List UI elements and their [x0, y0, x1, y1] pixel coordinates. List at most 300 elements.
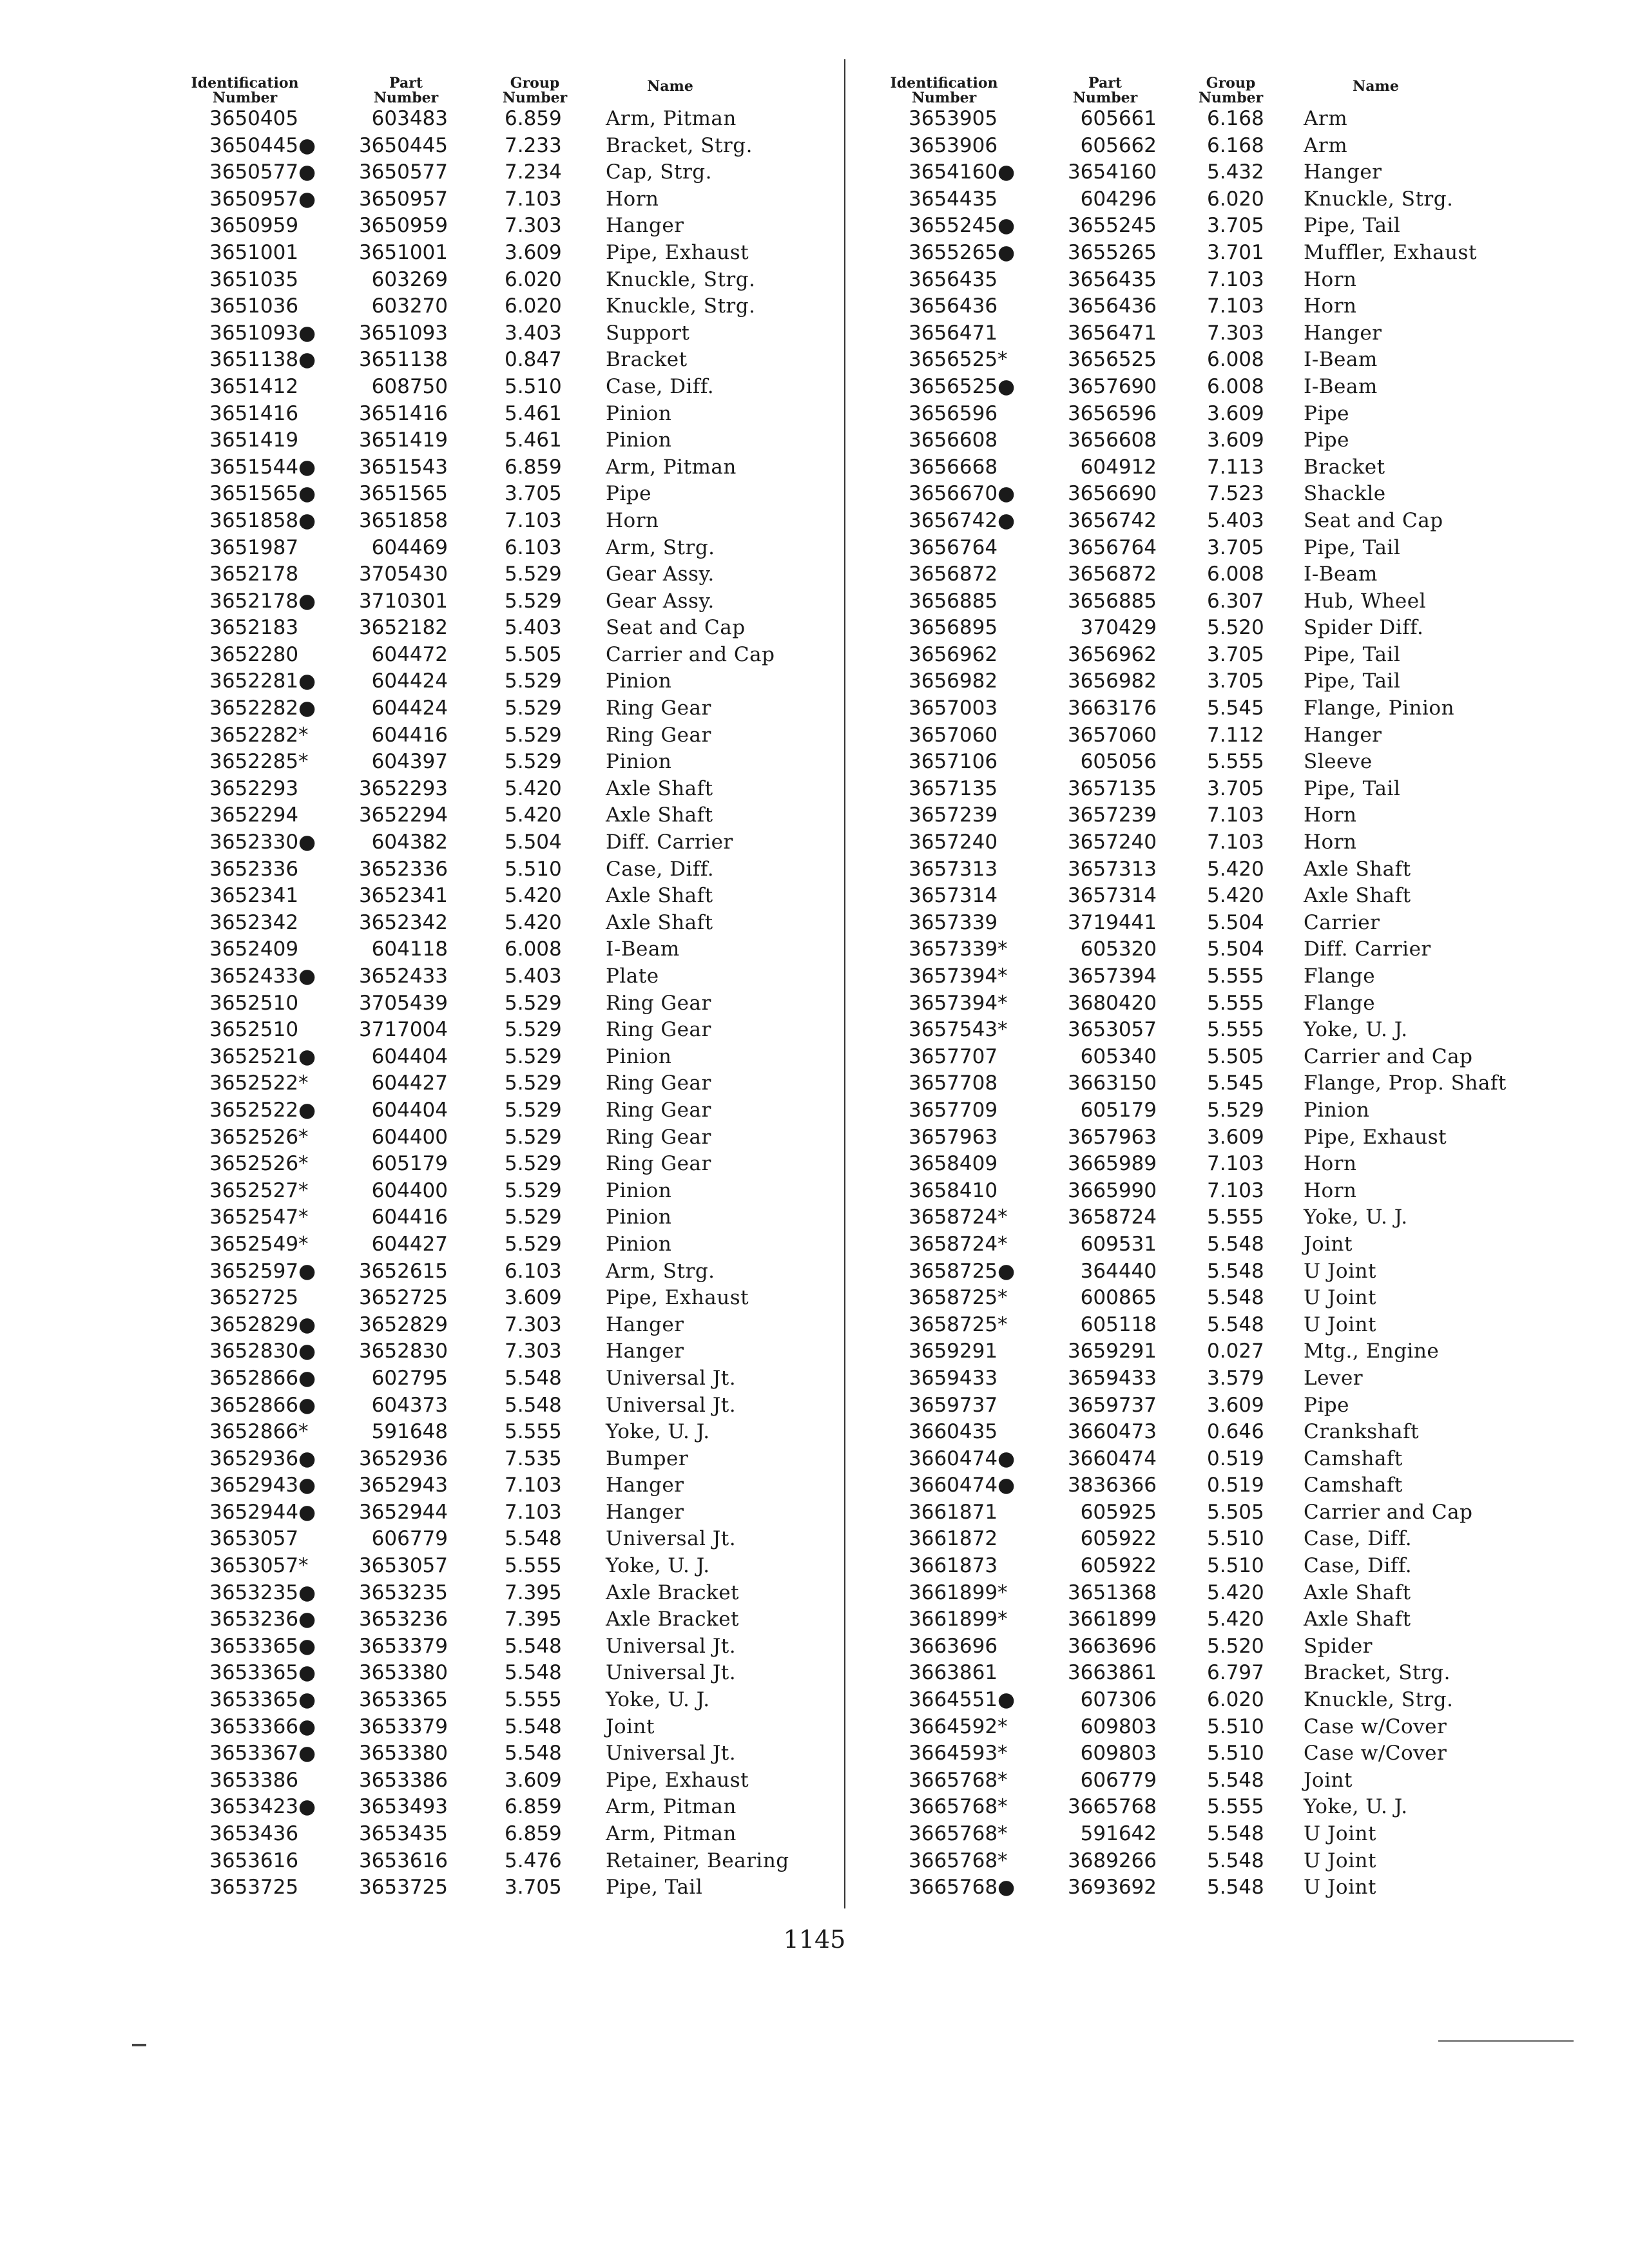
group-number: 3.705	[1207, 669, 1264, 693]
identification-number: 3654435	[909, 187, 998, 211]
identification-number: 3656608	[909, 428, 998, 452]
part-name: Joint	[1304, 1768, 1353, 1792]
part-name: Horn	[606, 508, 659, 532]
part-name: Arm, Pitman	[606, 455, 737, 479]
identification-number: 3652866*	[209, 1420, 309, 1444]
identification-number: 3650957●	[209, 187, 316, 211]
identification-number: 3652282*	[209, 723, 309, 747]
group-number: 5.529	[505, 589, 562, 613]
table-row	[873, 1285, 1595, 1312]
group-number: 6.020	[1207, 1688, 1264, 1712]
part-name: U Joint	[1304, 1286, 1376, 1310]
group-number: 5.548	[1207, 1822, 1264, 1845]
identification-number: 3652527*	[209, 1178, 309, 1202]
table-row	[174, 1338, 812, 1365]
group-number: 5.529	[505, 1018, 562, 1042]
identification-number: 3657240	[909, 831, 998, 854]
group-number: 5.420	[505, 910, 562, 934]
table-row	[873, 1231, 1595, 1258]
group-number: 5.555	[505, 1420, 562, 1444]
part-name: Knuckle, Strg.	[606, 294, 756, 318]
identification-number: 3652341	[209, 884, 299, 908]
group-number: 5.555	[1207, 1795, 1264, 1819]
table-row	[873, 1044, 1595, 1071]
table-row	[174, 1017, 812, 1044]
identification-number: 3652866●	[209, 1393, 316, 1417]
identification-number: 3651858●	[209, 508, 316, 532]
part-number: 605056	[1080, 750, 1157, 774]
table-row	[174, 1606, 812, 1633]
part-number: 3656962	[1067, 642, 1157, 666]
part-name: Axle Shaft	[606, 884, 713, 908]
part-number: 603483	[371, 107, 448, 130]
part-name: Pinion	[606, 401, 672, 425]
identification-number: 3657963	[909, 1125, 998, 1149]
identification-number: 3653366●	[209, 1715, 316, 1738]
part-number: 605662	[1080, 133, 1157, 157]
identification-number: 3650577●	[209, 160, 316, 184]
group-number: 3.609	[1207, 428, 1264, 452]
group-number: 6.859	[505, 455, 562, 479]
part-number: 3655265	[1067, 240, 1157, 264]
table-row	[174, 1499, 812, 1526]
group-number: 5.520	[1207, 616, 1264, 640]
part-name: Ring Gear	[606, 1152, 711, 1176]
part-number: 604404	[371, 1044, 448, 1068]
table-row	[174, 1178, 812, 1205]
group-number: 5.529	[505, 1125, 562, 1149]
table-row	[174, 642, 812, 669]
table-row	[174, 883, 812, 910]
part-name: Flange, Pinion	[1304, 697, 1455, 720]
table-row	[873, 615, 1595, 642]
group-number: 7.303	[505, 1340, 562, 1363]
table-row	[174, 1687, 812, 1714]
identification-number: 3661871	[909, 1500, 998, 1524]
part-number: 3653380	[358, 1661, 448, 1685]
table-row	[174, 1472, 812, 1499]
part-number: 604427	[371, 1072, 448, 1095]
part-name: Pipe	[1304, 1393, 1349, 1417]
group-number: 5.504	[505, 831, 562, 854]
group-number: 5.548	[1207, 1876, 1264, 1899]
part-name: Pinion	[606, 1178, 672, 1202]
part-number: 3656982	[1067, 669, 1157, 693]
table-row	[873, 802, 1595, 829]
identification-number: 3652510	[209, 991, 299, 1015]
part-number: 3652336	[358, 857, 448, 881]
group-number: 6.020	[505, 267, 562, 291]
group-number: 5.555	[1207, 1018, 1264, 1042]
group-number: 5.420	[505, 776, 562, 800]
part-number: 3653057	[1067, 1018, 1157, 1042]
header-identification-number: Identification Number	[191, 75, 299, 106]
group-number: 5.529	[1207, 1098, 1264, 1122]
part-name: Pinion	[606, 750, 672, 774]
group-number: 3.609	[1207, 1125, 1264, 1149]
group-number: 5.548	[1207, 1232, 1264, 1256]
part-name: I-Beam	[1304, 562, 1378, 586]
part-name: Flange, Prop. Shaft	[1304, 1072, 1507, 1095]
part-number: 3656885	[1067, 589, 1157, 613]
group-number: 7.103	[1207, 803, 1264, 827]
part-name: Arm, Strg.	[606, 535, 715, 559]
group-number: 5.548	[505, 1661, 562, 1685]
part-name: Arm, Pitman	[606, 107, 737, 130]
table-row	[174, 1714, 812, 1741]
group-number: 5.403	[505, 965, 562, 988]
identification-number: 3665768●	[909, 1876, 1016, 1899]
part-number: 604427	[371, 1232, 448, 1256]
part-name: Pipe	[1304, 428, 1349, 452]
table-row	[873, 213, 1595, 240]
part-name: Horn	[1304, 1152, 1357, 1176]
group-number: 5.420	[1207, 1581, 1264, 1604]
part-number: 3652294	[358, 803, 448, 827]
table-row	[873, 1874, 1595, 1901]
identification-number: 3650445●	[209, 133, 316, 157]
table-row	[174, 1633, 812, 1660]
part-number: 605922	[1080, 1527, 1157, 1551]
group-number: 5.510	[1207, 1527, 1264, 1551]
group-number: 7.234	[505, 160, 562, 184]
group-number: 5.420	[505, 884, 562, 908]
part-number: 604400	[371, 1125, 448, 1149]
group-number: 5.504	[1207, 937, 1264, 961]
part-number: 3693692	[1067, 1876, 1157, 1899]
group-number: 7.103	[505, 1500, 562, 1524]
part-number: 3657314	[1067, 884, 1157, 908]
identification-number: 3656742●	[909, 508, 1016, 532]
group-number: 5.548	[1207, 1259, 1264, 1283]
table-row	[174, 802, 812, 829]
table-row	[873, 1633, 1595, 1660]
identification-number: 3653367●	[209, 1742, 316, 1765]
table-row	[873, 668, 1595, 695]
identification-number: 3653436	[209, 1822, 299, 1845]
identification-number: 3650405	[209, 107, 299, 130]
part-number: 3657135	[1067, 776, 1157, 800]
part-name: Spider	[1304, 1634, 1373, 1658]
identification-number: 3665768*	[909, 1822, 1008, 1845]
identification-number: 3660474●	[909, 1446, 1016, 1470]
group-number: 6.008	[1207, 374, 1264, 398]
part-number: 3660473	[1067, 1420, 1157, 1444]
part-number: 3651565	[358, 482, 448, 506]
part-number: 3653616	[358, 1849, 448, 1872]
table-row	[174, 159, 812, 186]
group-number: 7.113	[1207, 455, 1264, 479]
part-number: 3656764	[1067, 535, 1157, 559]
part-name: Hanger	[606, 1340, 684, 1363]
column-divider	[844, 59, 845, 1908]
part-number: 3657394	[1067, 965, 1157, 988]
table-row	[873, 1767, 1595, 1794]
part-number: 3652341	[358, 884, 448, 908]
group-number: 3.705	[1207, 776, 1264, 800]
part-number: 3651138	[358, 348, 448, 372]
part-number: 604397	[371, 750, 448, 774]
identification-number: 3665768*	[909, 1768, 1008, 1792]
group-number: 7.523	[1207, 482, 1264, 506]
identification-number: 3657543*	[909, 1018, 1008, 1042]
group-number: 5.555	[1207, 965, 1264, 988]
identification-number: 3664593*	[909, 1742, 1008, 1765]
part-name: Pinion	[1304, 1098, 1370, 1122]
group-number: 5.420	[1207, 1608, 1264, 1631]
part-number: 3651858	[358, 508, 448, 532]
identification-number: 3651035	[209, 267, 299, 291]
part-name: Carrier and Cap	[1304, 1500, 1473, 1524]
part-name: Yoke, U. J.	[606, 1688, 710, 1712]
part-name: Case w/Cover	[1304, 1742, 1447, 1765]
table-row	[873, 1204, 1595, 1231]
table-row	[873, 1097, 1595, 1124]
table-row	[174, 1526, 812, 1553]
group-number: 5.555	[505, 1688, 562, 1712]
part-name: Axle Shaft	[1304, 884, 1411, 908]
part-number: 3656436	[1067, 294, 1157, 318]
table-row	[174, 1392, 812, 1419]
identification-number: 3659291	[909, 1340, 998, 1363]
part-number: 3657963	[1067, 1125, 1157, 1149]
scan-mark	[132, 2044, 146, 2046]
part-name: Ring Gear	[606, 1098, 711, 1122]
identification-number: 3657339*	[909, 937, 1008, 961]
part-number: 3652725	[358, 1286, 448, 1310]
part-number: 604118	[371, 937, 448, 961]
part-name: Knuckle, Strg.	[606, 267, 756, 291]
part-number: 3651368	[1067, 1581, 1157, 1604]
part-name: Pipe, Tail	[1304, 669, 1401, 693]
part-number: 3657239	[1067, 803, 1157, 827]
identification-number: 3656982	[909, 669, 998, 693]
part-name: Bracket	[606, 348, 688, 372]
part-number: 3653379	[358, 1634, 448, 1658]
table-row	[873, 963, 1595, 990]
table-row	[873, 1338, 1595, 1365]
group-number: 3.609	[1207, 401, 1264, 425]
identification-number: 3657394*	[909, 991, 1008, 1015]
identification-number: 3651416	[209, 401, 299, 425]
header-name: Name	[1353, 78, 1399, 95]
part-number: 3653235	[358, 1581, 448, 1604]
group-number: 7.395	[505, 1608, 562, 1631]
group-number: 5.529	[505, 1232, 562, 1256]
part-name: Case, Diff.	[606, 857, 715, 881]
group-number: 5.548	[1207, 1286, 1264, 1310]
part-number: 3651543	[358, 455, 448, 479]
part-number: 3653725	[358, 1876, 448, 1899]
identification-number: 3656764	[909, 535, 998, 559]
part-number: 605179	[1080, 1098, 1157, 1122]
part-number: 3663861	[1067, 1661, 1157, 1685]
part-number: 3651419	[358, 428, 448, 452]
group-number: 7.103	[1207, 831, 1264, 854]
group-number: 6.008	[1207, 348, 1264, 372]
table-row	[174, 561, 812, 588]
part-number: 604373	[371, 1393, 448, 1417]
group-number: 6.859	[505, 1795, 562, 1819]
identification-number: 3656525*	[909, 348, 1008, 372]
part-number: 3653380	[358, 1742, 448, 1765]
part-name: Pinion	[606, 669, 672, 693]
identification-number: 3652526*	[209, 1125, 309, 1149]
identification-number: 3653057	[209, 1527, 299, 1551]
table-row	[174, 186, 812, 213]
group-number: 6.103	[505, 1259, 562, 1283]
identification-number: 3652285*	[209, 750, 309, 774]
group-number: 5.548	[505, 1742, 562, 1765]
table-row	[873, 1848, 1595, 1875]
identification-number: 3652829●	[209, 1312, 316, 1336]
table-row	[174, 508, 812, 535]
group-number: 5.529	[505, 1044, 562, 1068]
table-row	[174, 936, 812, 963]
identification-number: 3653386	[209, 1768, 299, 1792]
group-number: 7.112	[1207, 723, 1264, 747]
part-number: 3657060	[1067, 723, 1157, 747]
identification-number: 3657339	[909, 910, 998, 934]
part-name: Universal Jt.	[606, 1661, 737, 1685]
identification-number: 3660474●	[909, 1474, 1016, 1497]
part-number: 3650957	[358, 187, 448, 211]
group-number: 5.461	[505, 401, 562, 425]
part-number: 3655245	[1067, 214, 1157, 238]
identification-number: 3659433	[909, 1366, 998, 1390]
part-name: Flange	[1304, 965, 1376, 988]
table-row	[873, 347, 1595, 374]
identification-number: 3652549*	[209, 1232, 309, 1256]
identification-number: 3651138●	[209, 348, 316, 372]
part-name: Ring Gear	[606, 1072, 711, 1095]
group-number: 5.555	[1207, 750, 1264, 774]
table-row	[174, 1767, 812, 1794]
identification-number: 3652547*	[209, 1206, 309, 1229]
group-number: 6.859	[505, 1822, 562, 1845]
table-row	[873, 186, 1595, 213]
group-number: 7.103	[505, 187, 562, 211]
table-row	[174, 401, 812, 428]
identification-number: 3652597●	[209, 1259, 316, 1283]
right-table-header	[873, 53, 1595, 106]
part-number: 3717004	[358, 1018, 448, 1042]
part-number: 3656690	[1067, 482, 1157, 506]
table-row	[873, 1740, 1595, 1767]
group-number: 5.529	[505, 723, 562, 747]
part-number: 3651001	[358, 240, 448, 264]
part-number: 3710301	[358, 589, 448, 613]
group-number: 5.403	[1207, 508, 1264, 532]
part-number: 605118	[1080, 1312, 1157, 1336]
table-row	[873, 856, 1595, 883]
group-number: 7.303	[1207, 321, 1264, 345]
header-group-number: Group Number	[1198, 75, 1264, 106]
part-number: 3836366	[1067, 1474, 1157, 1497]
group-number: 3.579	[1207, 1366, 1264, 1390]
group-number: 5.548	[505, 1634, 562, 1658]
table-row	[174, 910, 812, 937]
group-number: 7.103	[505, 508, 562, 532]
identification-number: 3658724*	[909, 1232, 1008, 1256]
part-name: Axle Bracket	[606, 1608, 740, 1631]
part-number: 3651093	[358, 321, 448, 345]
part-name: Knuckle, Strg.	[1304, 1688, 1454, 1712]
identification-number: 3652522*	[209, 1072, 309, 1095]
part-number: 3663176	[1067, 697, 1157, 720]
table-row	[174, 1446, 812, 1473]
identification-number: 3657709	[909, 1098, 998, 1122]
part-name: Bracket, Strg.	[1304, 1661, 1451, 1685]
part-name: Pipe, Tail	[1304, 535, 1401, 559]
table-row	[174, 1204, 812, 1231]
table-row	[873, 1017, 1595, 1044]
group-number: 6.859	[505, 107, 562, 130]
part-number: 608750	[371, 374, 448, 398]
left-column	[174, 53, 812, 1901]
part-name: Arm	[1304, 133, 1348, 157]
part-number: 606779	[371, 1527, 448, 1551]
table-row	[174, 749, 812, 776]
table-row	[873, 990, 1595, 1017]
table-row	[174, 588, 812, 615]
group-number: 5.545	[1207, 1072, 1264, 1095]
page-number: 1145	[783, 1925, 846, 1954]
group-number: 0.519	[1207, 1446, 1264, 1470]
part-name: Hanger	[606, 214, 684, 238]
part-number: 604416	[371, 723, 448, 747]
identification-number: 3657003	[909, 697, 998, 720]
part-name: Camshaft	[1304, 1446, 1403, 1470]
table-row	[174, 1070, 812, 1097]
group-number: 6.008	[505, 937, 562, 961]
part-name: Universal Jt.	[606, 1366, 737, 1390]
table-row	[174, 829, 812, 856]
part-name: I-Beam	[1304, 348, 1378, 372]
part-number: 3652615	[358, 1259, 448, 1283]
table-row	[873, 776, 1595, 803]
part-number: 604404	[371, 1098, 448, 1122]
part-number: 3656525	[1067, 348, 1157, 372]
table-row	[873, 374, 1595, 401]
part-name: Carrier and Cap	[606, 642, 775, 666]
part-number: 3656471	[1067, 321, 1157, 345]
group-number: 5.420	[505, 803, 562, 827]
part-number: 604424	[371, 697, 448, 720]
table-row	[174, 1124, 812, 1151]
identification-number: 3653905	[909, 107, 998, 130]
group-number: 7.103	[505, 1474, 562, 1497]
identification-number: 3658724*	[909, 1206, 1008, 1229]
part-name: Shackle	[1304, 482, 1386, 506]
part-name: Seat and Cap	[1304, 508, 1443, 532]
identification-number: 3652943●	[209, 1474, 316, 1497]
part-number: 3658724	[1067, 1206, 1157, 1229]
part-number: 609803	[1080, 1742, 1157, 1765]
identification-number: 3656435	[909, 267, 998, 291]
group-number: 5.529	[505, 562, 562, 586]
part-name: Hanger	[1304, 321, 1382, 345]
table-row	[174, 427, 812, 454]
identification-number: 3652521●	[209, 1044, 316, 1068]
identification-number: 3652342	[209, 910, 299, 934]
part-name: Seat and Cap	[606, 616, 746, 640]
table-row	[873, 1392, 1595, 1419]
group-number: 6.797	[1207, 1661, 1264, 1685]
part-name: Hub, Wheel	[1304, 589, 1426, 613]
identification-number: 3652830●	[209, 1340, 316, 1363]
table-row	[873, 401, 1595, 428]
